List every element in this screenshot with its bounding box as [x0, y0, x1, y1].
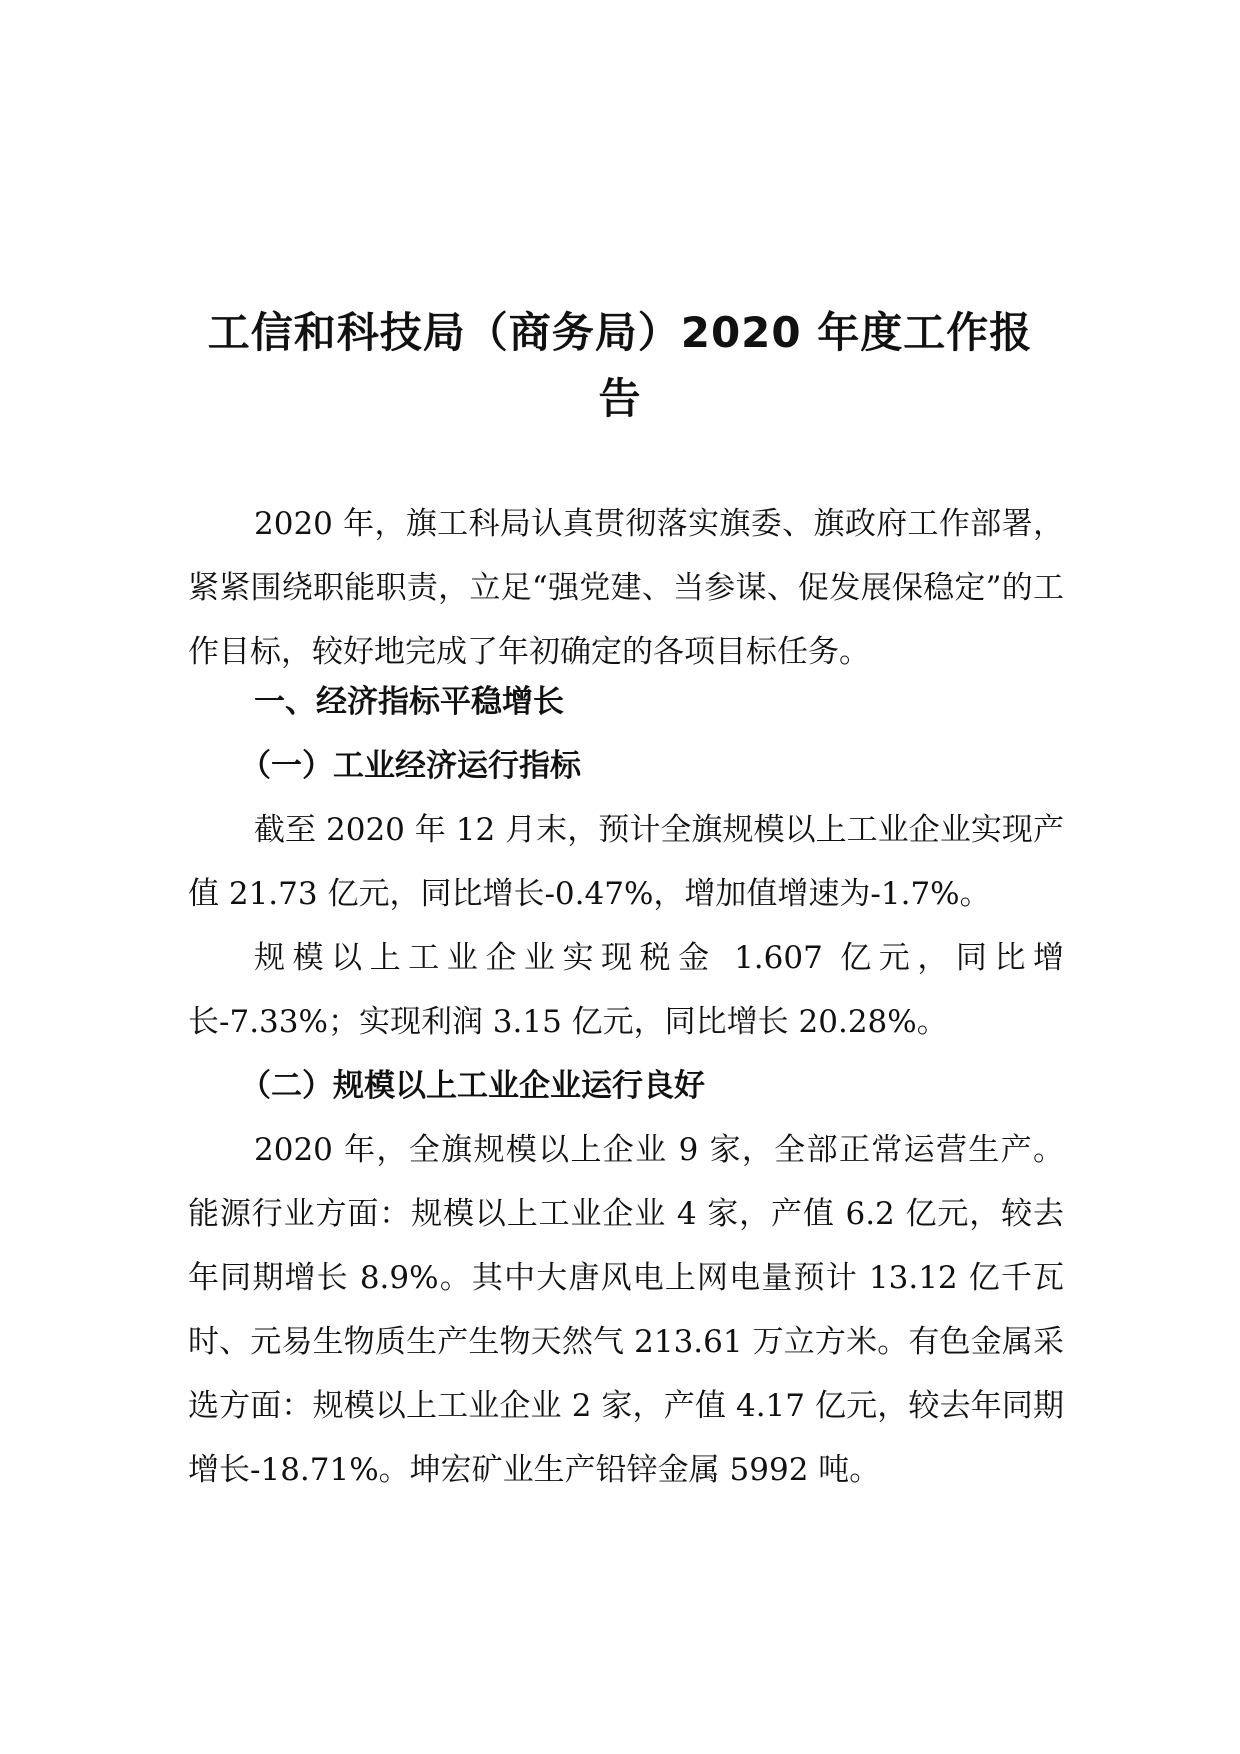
intro-paragraph: 2020 年，旗工科局认真贯彻落实旗委、旗政府工作部署，紧紧围绕职能职责，立足“强党建、当参谋、促发展保稳定”的工作目标，较好地完成了年初确定的各项目标任务。	[188, 506, 1064, 670]
document-title-line-1: 工信和科技局（商务局）2020 年度工作报	[207, 308, 1033, 357]
subsection-1-paragraph-1: 截至 2020 年 12 月末，预计全旗规模以上工业企业实现产值 21.73 亿元，同比增长-0.47%，增加值增速为-1.7%。	[188, 812, 1064, 912]
subsection-2-heading: （二）规模以上工业企业运行良好	[240, 1068, 705, 1104]
document-title-line-2: 告	[598, 374, 642, 423]
section-1-heading: 一、经济指标平稳增长	[254, 684, 564, 720]
subsection-1-heading: （一）工业经济运行指标	[240, 748, 581, 784]
subsection-1-paragraph-2: 规模以上工业企业实现税金 1.607 亿元，同比增长-7.33%；实现利润 3.15 亿元，同比增长 20.28%。	[188, 940, 1064, 1040]
subsection-2-paragraph-1: 2020 年，全旗规模以上企业 9 家，全部正常运营生产。能源行业方面：规模以上工业企业 4 家，产值 6.2 亿元，较去年同期增长 8.9%。其中大唐风电上网电量预计 13.12 亿千瓦时、元易生物质生产生物天然气 213.61 万立方米。有色金属采选方面：规模以上工业企业 2 家，产值 4.17 亿元，较去年同期增长-18.71%。坤宏矿业生产铅锌金属 5992 吨。	[188, 1132, 1064, 1488]
